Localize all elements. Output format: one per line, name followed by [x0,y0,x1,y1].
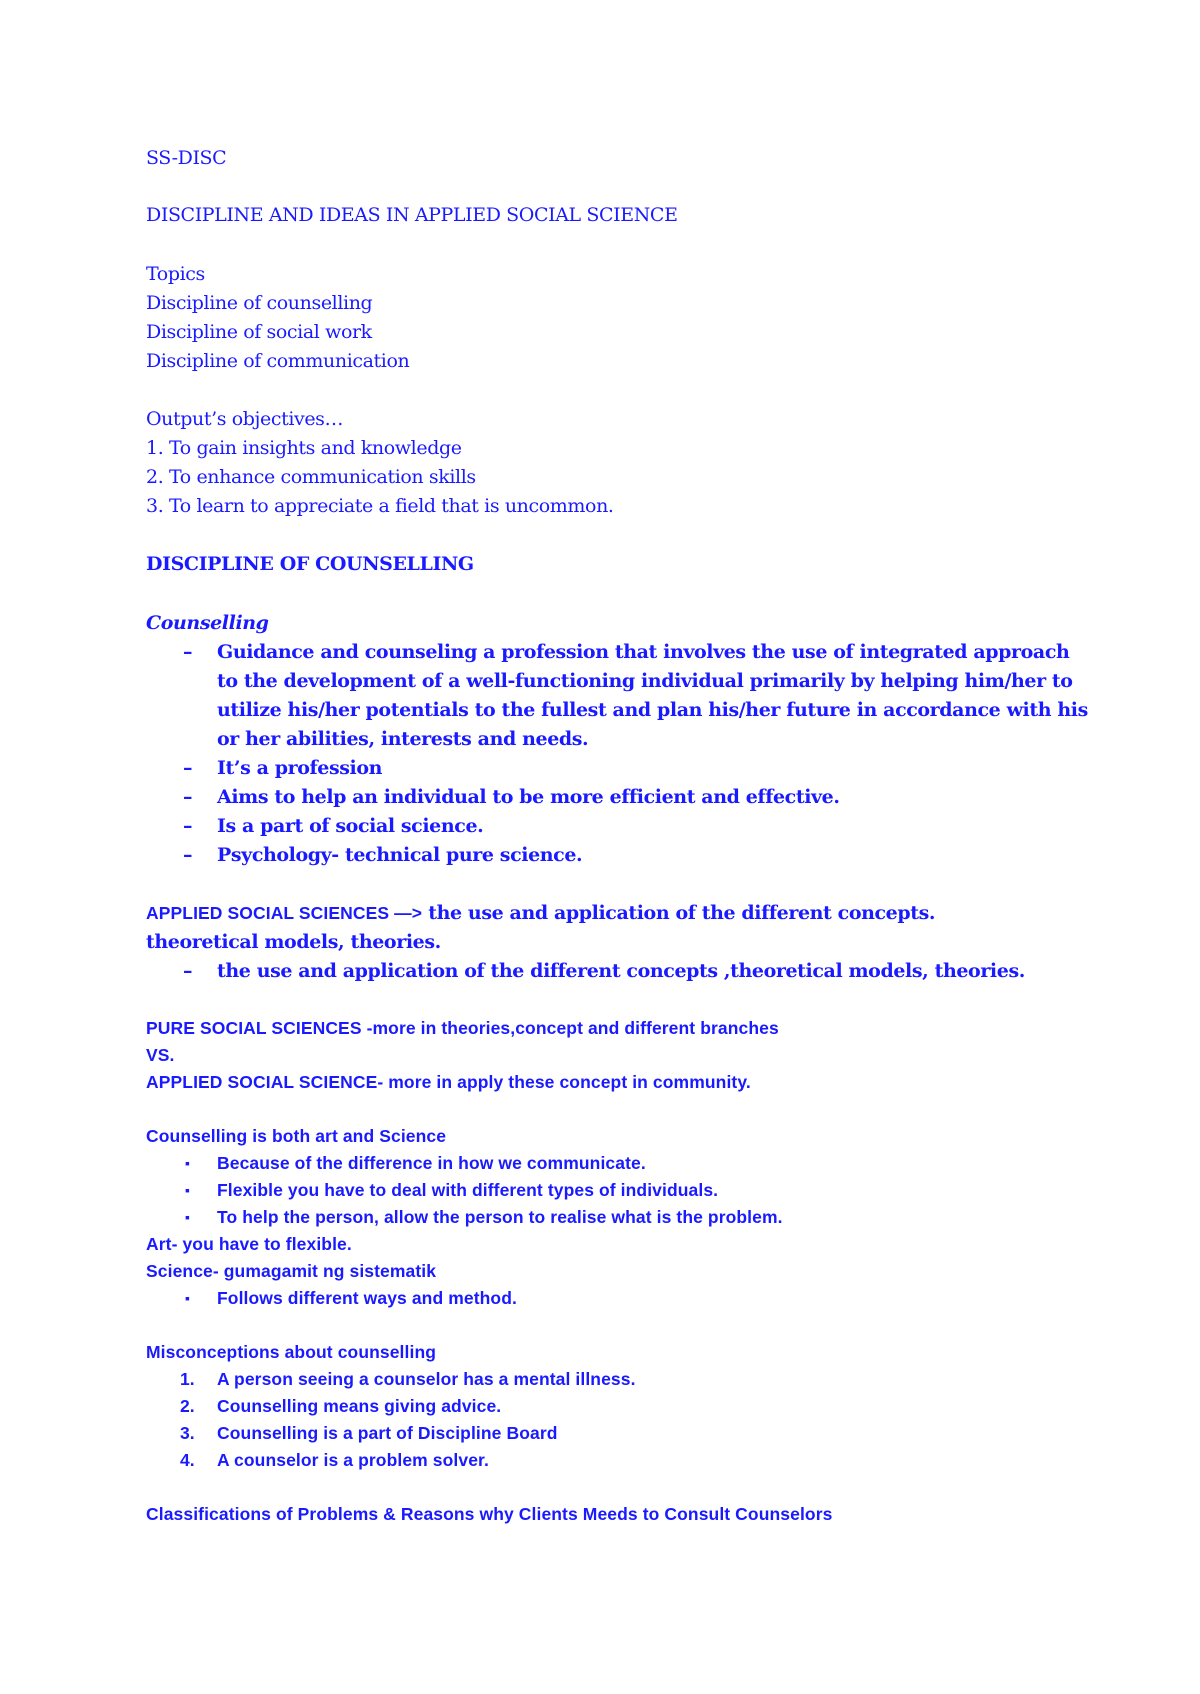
section-heading: DISCIPLINE OF COUNSELLING [146,553,474,575]
applied-term: APPLIED SOCIAL SCIENCES —> [146,903,423,923]
bullet-text: Is a part of social science. [217,815,484,837]
topic-item: Discipline of communication [146,350,410,372]
dash-marker: – [183,757,193,779]
misconceptions-heading: Misconceptions about counselling [146,1342,437,1362]
applied-line [146,900,935,926]
bullet-text: Guidance and counseling a profession that involves the use of integrated approach [217,641,1070,663]
dash-marker: – [183,844,193,866]
dash-marker: – [183,960,193,982]
objective-item: 2. To enhance communication skills [146,466,476,488]
dash-marker: – [183,641,193,663]
art-science-heading: Counselling is both art and Science [146,1126,447,1146]
bullet-text: Aims to help an individual to be more efficient and effective. [217,786,840,808]
bullet-text: to the development of a well-functioning individual primarily by helping him/her to [217,670,1073,692]
applied-science-line: APPLIED SOCIAL SCIENCE- more in apply these concept in community. [146,1072,751,1092]
bullet-text: Flexible you have to deal with different types of individuals. [217,1180,719,1200]
bullet-text: Because of the difference in how we communicate. [217,1153,646,1173]
bullet-text: utilize his/her potentials to the fullest and plan his/her future in accordance with his [217,699,1088,721]
square-bullet-marker: ▪ [185,1209,190,1225]
dash-marker: – [183,815,193,837]
list-number: 1. [180,1369,195,1389]
list-number: 4. [180,1450,195,1470]
topic-item: Discipline of social work [146,321,372,343]
bullet-text: Psychology- technical pure science. [217,844,583,866]
topic-item: Discipline of counselling [146,292,373,314]
vs-line: VS. [146,1045,175,1065]
doc-code: SS-DISC [146,147,227,169]
doc-title: DISCIPLINE AND IDEAS IN APPLIED SOCIAL SCIENCE [146,204,678,226]
pure-sciences-line: PURE SOCIAL SCIENCES -more in theories,concept and different branches [146,1018,779,1038]
list-item: A counselor is a problem solver. [217,1450,489,1470]
bullet-text: or her abilities, interests and needs. [217,728,589,750]
applied-definition: the use and application of the different concepts. [422,902,936,924]
bullet-text: To help the person, allow the person to realise what is the problem. [217,1207,783,1227]
objective-item: 1. To gain insights and knowledge [146,437,462,459]
dash-marker: – [183,786,193,808]
list-item: A person seeing a counselor has a mental illness. [217,1369,636,1389]
list-number: 3. [180,1423,195,1443]
list-number: 2. [180,1396,195,1416]
counselling-heading: Counselling [146,612,269,634]
bullet-text: Follows different ways and method. [217,1288,517,1308]
list-item: Counselling is a part of Discipline Board [217,1423,558,1443]
objectives-heading: Output’s objectives… [146,408,344,430]
applied-line-2: theoretical models, theories. [146,931,441,953]
list-item: Counselling means giving advice. [217,1396,502,1416]
classifications-heading: Classifications of Problems & Reasons why Clients Meeds to Consult Counselors [146,1504,833,1524]
applied-bullet: the use and application of the different concepts ,theoretical models, theories. [217,960,1025,982]
art-line: Art- you have to flexible. [146,1234,352,1254]
bullet-text: It’s a profession [217,757,383,779]
objective-item: 3. To learn to appreciate a field that is uncommon. [146,495,614,517]
topics-heading: Topics [146,263,205,285]
square-bullet-marker: ▪ [185,1155,190,1171]
science-line: Science- gumagamit ng sistematik [146,1261,437,1281]
square-bullet-marker: ▪ [185,1182,190,1198]
square-bullet-marker: ▪ [185,1290,190,1306]
